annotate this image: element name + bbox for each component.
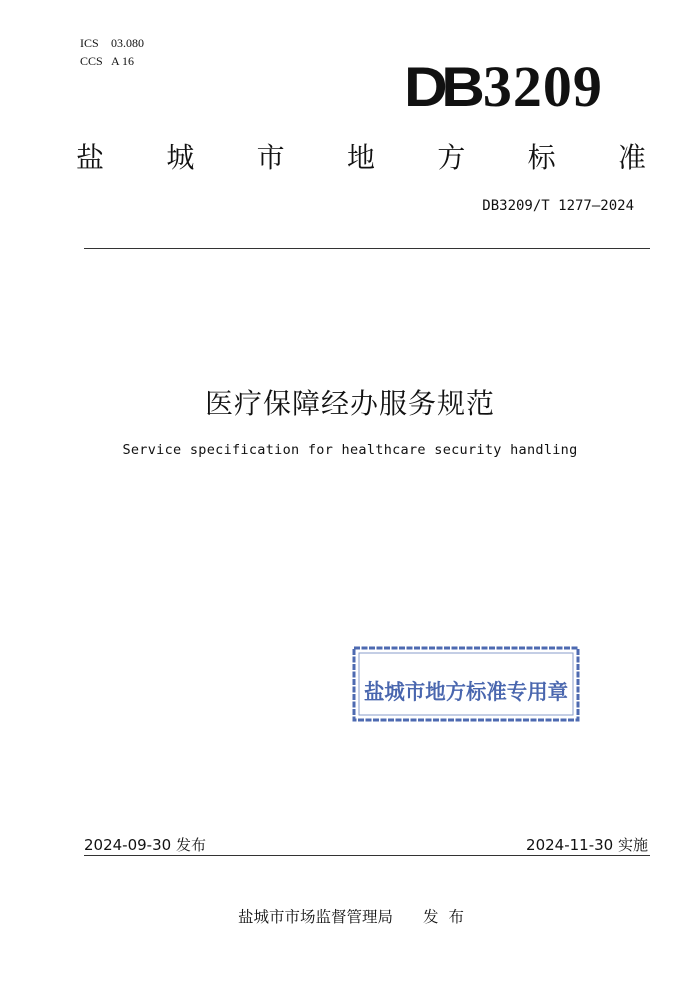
heading-char: 标 [527,141,556,174]
implement-date: 2024-11-30 实施 [526,836,648,854]
publish-date: 2024-09-30 发布 [84,836,206,854]
heading-char: 地 [346,141,375,174]
standard-code: DB3209/T 1277—2024 [482,198,634,214]
official-seal-stamp [352,646,580,722]
ccs-row [80,52,144,70]
issuer-line [238,905,474,927]
heading-char: 方 [437,141,466,174]
heading-char: 市 [256,141,285,174]
logo-prefix: DB [404,55,479,118]
ics-value: 03.080 [111,36,144,50]
ccs-label: CCS [80,54,103,68]
db-standard-logo [404,54,603,119]
ics-row [80,34,144,52]
logo-number: 3209 [482,54,603,119]
ccs-value: A 16 [111,54,135,68]
classification-codes [80,34,144,70]
heading-char: 盐 [76,141,105,174]
standard-type-heading [76,140,646,176]
bottom-divider [84,855,650,856]
issuer-action: 发布 [423,908,475,926]
document-subtitle: Service specification for healthcare security handling [122,442,578,458]
heading-char: 准 [617,141,646,174]
document-title: 医疗保障经办服务规范 [204,387,495,420]
heading-char: 城 [166,141,195,174]
svg-text:盐城市地方标准专用章: 盐城市地方标准专用章 [364,680,568,704]
top-divider [84,248,650,249]
issuer-name: 盐城市市场监督管理局 [238,908,394,926]
ics-label: ICS [80,36,99,50]
